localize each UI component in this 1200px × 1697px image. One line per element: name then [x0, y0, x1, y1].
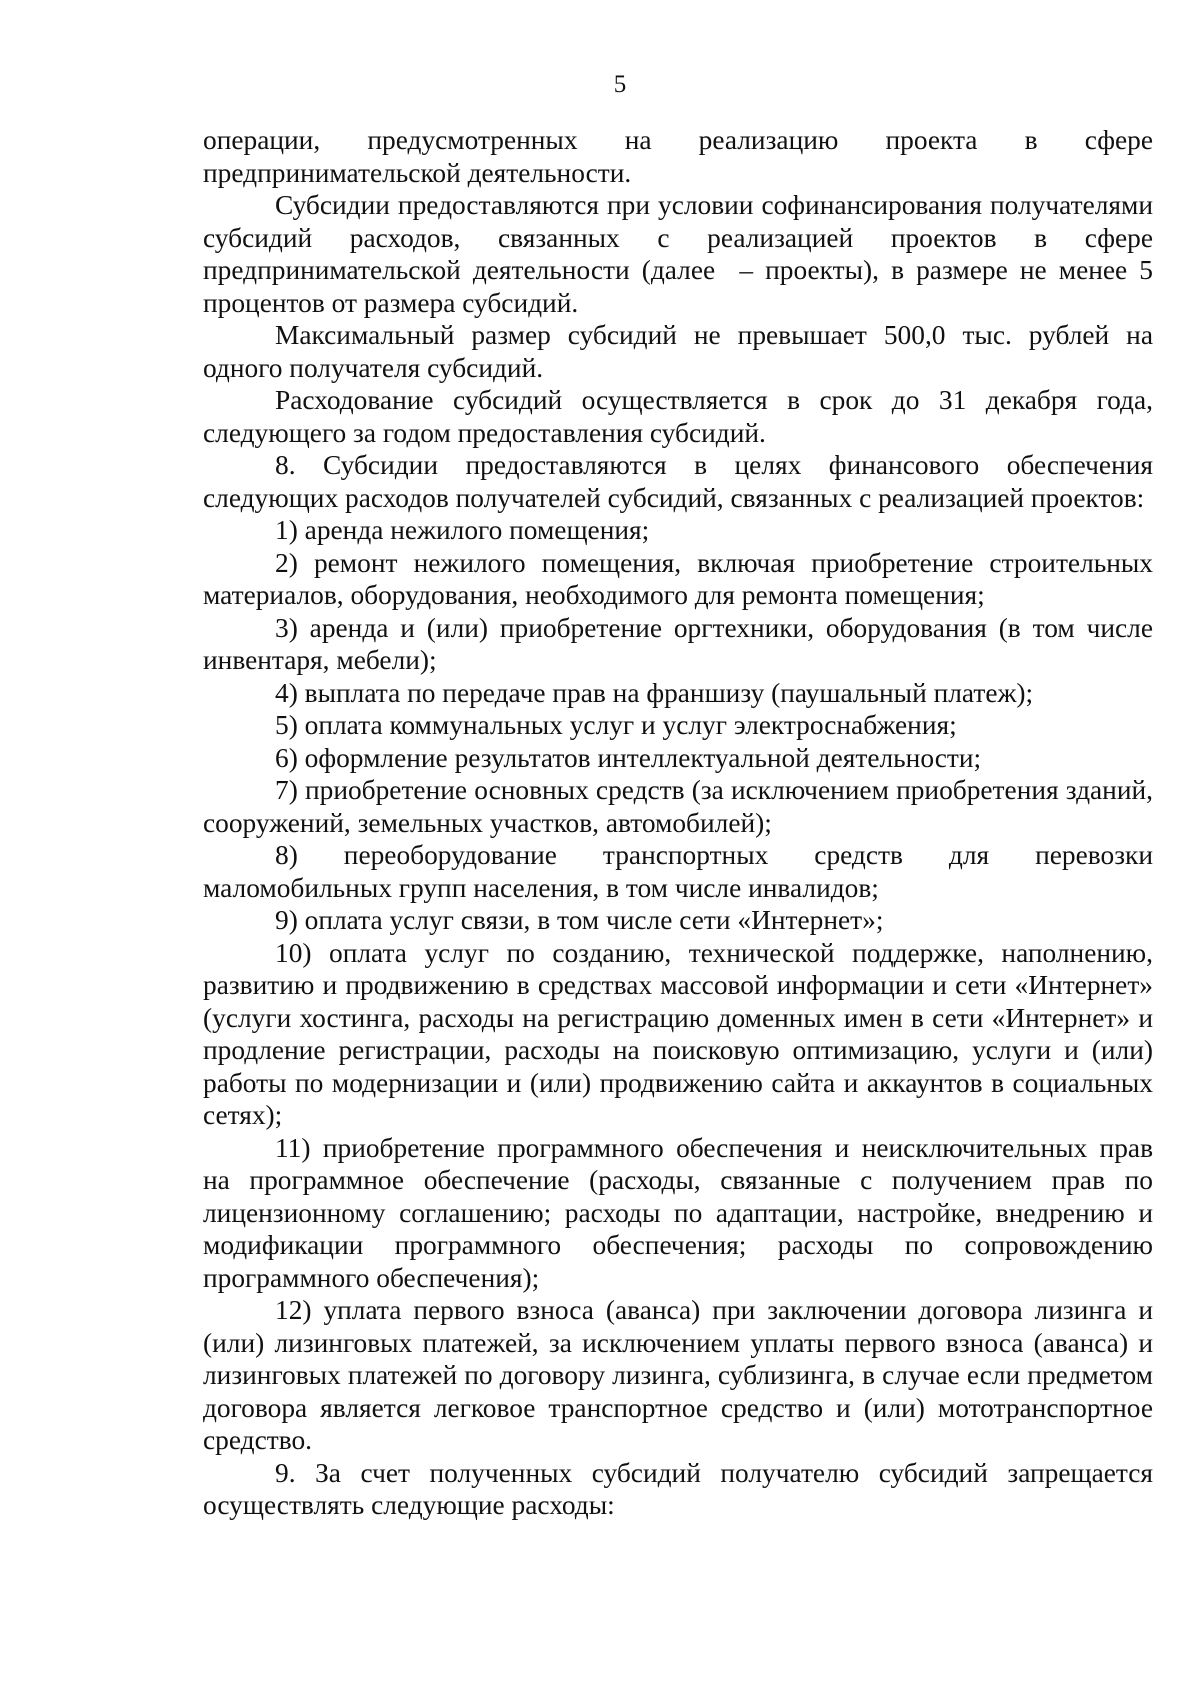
- paragraph: 8. Субсидии предоставляются в целях финансового обеспечения следующих расходов получателей субсидий, связанных с реализацией проектов:: [203, 450, 1153, 513]
- list-item: 5) оплата коммунальных услуг и услуг электроснабжения;: [275, 710, 957, 740]
- list-item: 2) ремонт нежилого помещения, включая приобретение строительных материалов, оборудования, необходимого для ремонта помещения;: [203, 547, 1153, 610]
- list-item: 4) выплата по передаче прав на франшизу (паушальный платеж);: [275, 677, 1034, 708]
- paragraph: 9. За счет полученных субсидий получателю субсидий запрещается осуществлять следующие расходы:: [203, 1457, 1153, 1520]
- paragraph: операции, предусмотренных на реализацию проекта в сфере предпринимательской деятельности.: [203, 125, 1153, 188]
- paragraph: Максимальный размер субсидий не превышает 500,0 тыс. рублей на одного получателя субсидий.: [203, 320, 1153, 383]
- list-item: 1) аренда нежилого помещения;: [275, 515, 650, 545]
- list-item: 3) аренда и (или) приобретение оргтехники, оборудования (в том числе инвентаря, мебели);: [203, 612, 1153, 675]
- list-item: 9) оплата услуг связи, в том числе сети «Интернет»;: [275, 905, 884, 935]
- list-item: 10) оплата услуг по созданию, технической поддержке, наполнению, развитию и продвижению в средствах массовой информации и сети «Интернет» (услуги хостинга, расходы на регистрацию доменных имен в сети «Интернет» и продление регистрации, расходы на поисковую оптимизацию, услуги и (или) работы по модернизации и (или) продвижению сайта и аккаунтов в социальных сетях);: [203, 937, 1153, 1130]
- paragraph: Расходование субсидий осуществляется в срок до 31 декабря года, следующего за годом предоставления субсидий.: [203, 385, 1153, 448]
- list-item: 8) переоборудование транспортных средств для перевозки маломобильных групп населения, в том числе инвалидов;: [203, 840, 1153, 903]
- page-number: 5: [613, 71, 627, 98]
- list-item: 12) уплата первого взноса (аванса) при заключении договора лизинга и (или) лизинговых платежей, за исключением уплаты первого взноса (аванса) и лизинговых платежей по договору лизинга, сублизинга, в случае если предметом договора является легковое транспортное средство и (или) мототранспортное средство.: [203, 1295, 1153, 1455]
- list-item: 11) приобретение программного обеспечения и неисключительных прав на программное обеспечение (расходы, связанные с получением прав по лицензионному соглашению; расходы по адаптации, настройке, внедрению и модификации программного обеспечения; расходы по сопровождению программного обеспечения);: [203, 1132, 1153, 1293]
- paragraph: Субсидии предоставляются при условии софинансирования получателями субсидий расходов, связанных с реализацией проектов в сфере предпринимательской деятельности (далее – проекты), в размере не менее 5 процентов от размера субсидий.: [203, 190, 1153, 318]
- list-item: 6) оформление результатов интеллектуальной деятельности;: [275, 742, 982, 773]
- document-body: [203, 124, 1153, 1522]
- list-item: 7) приобретение основных средств (за исключением приобретения зданий, сооружений, земельных участков, автомобилей);: [203, 775, 1153, 838]
